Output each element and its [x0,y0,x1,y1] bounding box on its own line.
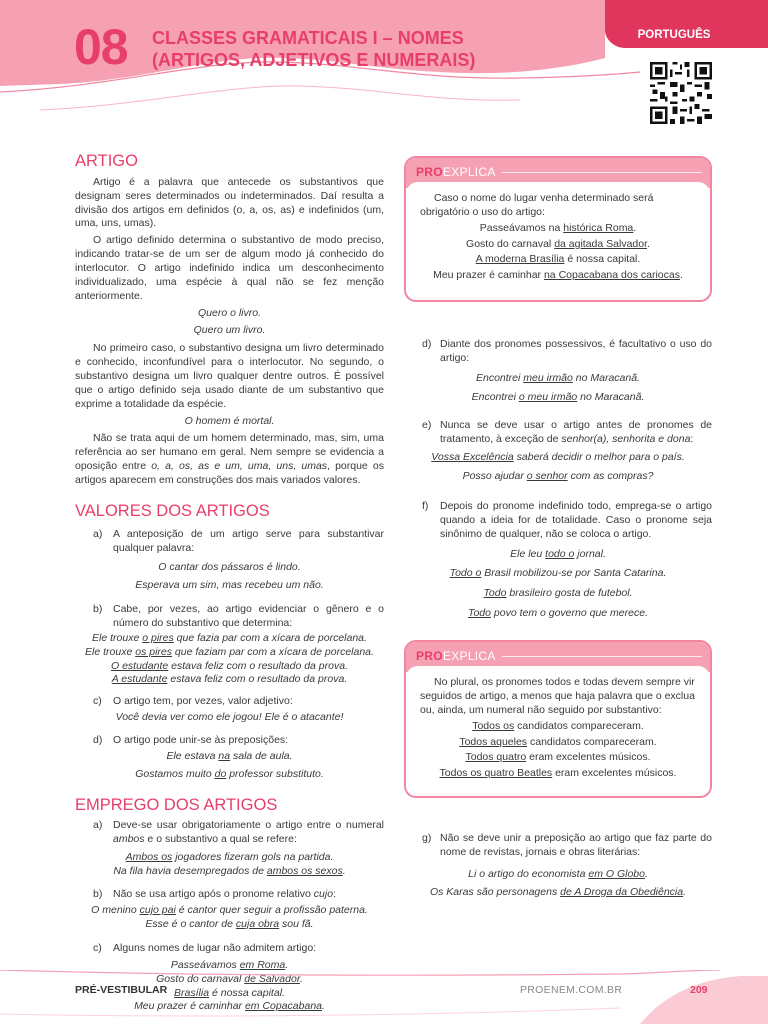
chapter-title [152,28,475,72]
list-item-d [75,734,384,748]
section-heading-valores: VALORES DOS ARTIGOS [75,501,270,520]
item-label: f) [422,500,429,512]
paragraph: Artigo é a palavra que antecede os substantivos que designam seres determinados ou indeterminados. Daí resulta a divisão dos artigos em definidos (o, a, os, as) e indefinidos (um, uma, uns, umas). [75,175,384,230]
proexplica-body [406,182,710,295]
item-label: d) [93,734,103,747]
item-text: Deve-se usar obrigatoriamente o artigo entre o numeral ambos e o substantivo a qual se refere: [113,819,384,846]
examples [75,904,384,931]
right-column [404,156,712,901]
item-text: A anteposição de um artigo serve para substantivar qualquer palavra: [113,527,384,554]
item-text: Não se deve unir a preposição ao artigo que faz parte do nome de revistas, jornais e obras literárias: [440,832,712,858]
example: Meu prazer é caminhar na Copacabana dos cariocas. [433,269,683,282]
example: Ambos os jogadores fizeram gols na partida. [125,851,334,864]
example: Encontrei meu irmão no Maracanã. [475,371,640,384]
item-label: b) [93,602,103,615]
box-text: No plural, os pronomes todos e todas devem sempre vir seguidos de artigo, a menos que haja palavra que o exclua ou, ainda, um numeral não seguido por substantivo: [420,676,695,716]
item-label: g) [422,832,432,845]
example: Esperava um sim, mas recebeu um não. [135,579,324,591]
example: O menino cujo pai é cantor quer seguir a profissão paterna. [91,904,368,917]
chapter-title-line2: (ARTIGOS, ADJETIVOS E NUMERAIS) [152,49,476,70]
example: Ele trouxe o pires que fazia par com a xícara de porcelana. [92,632,367,645]
example: Vossa Excelência saberá decidir o melhor para o país. [431,450,685,463]
header-divider [502,172,702,173]
list-item-f [404,500,712,542]
item-text: Depois do pronome indefinido todo, emprega-se o artigo quando a ideia for de totalidade. Caso o pronome seja sinônimo de qualquer, não se coloca o artigo. [440,500,712,540]
item-text: Nunca se deve usar o artigo antes de pronomes de tratamento, à exceção de senhor(a), senhorita e dona: [440,419,712,445]
example: Todo o Brasil mobilizou-se por Santa Catarina. [449,567,667,580]
item-text: Cabe, por vezes, ao artigo evidenciar o gênero e o número do substantivo que determina: [113,602,384,629]
page-number: 209 [690,984,708,996]
paragraph: O artigo definido determina o substantivo de modo preciso, indicando tratar-se de um ser de algum modo já conhecido do interlocutor. O artigo indefinido indica um desconhecimento individualizado, uma espécie à qual não se fez menção anteriormente. [75,234,384,302]
item-text: Diante dos pronomes possessivos, é facultativo o uso do artigo: [440,338,712,364]
examples [75,750,384,781]
example: Gosto do carnaval da agitada Salvador. [466,237,650,250]
example: Todo povo tem o governo que merece. [468,606,648,619]
proexplica-box [404,156,712,302]
item-label: c) [93,694,102,707]
example: Gosto do carnaval de Salvador. [156,973,303,985]
example: Encontrei o meu irmão no Maracanã. [471,391,645,404]
proexplica-tag: PROEXPLICA [416,165,496,179]
item-label: c) [93,941,102,954]
examples [75,851,384,878]
list-item-b [75,888,384,902]
list-item-a [75,528,384,556]
example: A estudante estava feliz com o resultado da prova. [111,673,348,686]
example: Quero um livro. [193,324,266,337]
list-item-e [404,419,712,447]
examples [404,868,712,899]
footer-course-label: PRÉ-VESTIBULAR [75,984,168,996]
item-label: e) [422,419,432,431]
example: Gostamos muito do professor substituto. [135,767,324,780]
item-label: a) [93,527,103,540]
text: Não se trata aqui de um homem determinado, mas, sim, uma referência ao ser humano em geral. Nem sempre se evidencia a oposição entre [75,432,384,473]
example: Todos os quatro Beatles eram excelentes músicos. [439,767,677,780]
examples [75,561,384,592]
section-heading-artigo: ARTIGO [75,152,138,170]
item-text: Não se usa artigo após o pronome relativo cujo: [113,888,336,901]
header-divider [502,656,702,657]
paragraph [75,432,384,487]
list-item-d [404,338,712,366]
page-header [0,0,768,140]
item-text: O artigo tem, por vezes, valor adjetivo: [113,694,293,707]
example: Os Karas são personagens de A Droga da Obediência. [429,885,687,898]
paragraph: No primeiro caso, o substantivo designa um livro determinado e conhecido, inconfundível para o interlocutor. No segundo, o substantivo designa um livro qualquer dentre outros. É possível que o artigo definido seja usado diante de um substantivo que exprime a totalidade da espécie. [75,342,384,410]
example: Passeávamos na histórica Roma. [479,221,637,234]
example: Meu prazer é caminhar em Copacabana. [134,1000,325,1013]
example: Ele estava na sala de aula. [166,750,293,763]
example: Todos quatro eram excelentes músicos. [465,751,651,764]
item-text: O artigo pode unir-se às preposições: [113,734,289,747]
proexplica-box [404,640,712,798]
example: Quero o livro. [197,306,262,319]
example: O cantar dos pássaros é lindo. [158,561,301,574]
item-label: b) [93,888,103,901]
chapter-title-line1: CLASSES GRAMATICAIS I – NOMES [152,28,464,48]
examples [404,548,712,621]
list-item-c [75,942,384,956]
examples [404,372,712,405]
example: O homem é mortal. [184,414,275,427]
example: Ele leu todo o jornal. [510,547,606,560]
proexplica-body [406,666,710,793]
item-label: a) [93,819,103,832]
example: A moderna Brasília é nossa capital. [475,253,641,266]
example: Você devia ver como ele jogou! Ele é o atacante! [115,710,344,723]
example: Brasília é nossa capital. [174,986,285,999]
example: Na fila havia desempregados de ambos os sexos. [113,864,346,877]
example: Todos aqueles candidatos compareceram. [459,735,657,748]
example: Todo brasileiro gosta de futebol. [483,586,633,599]
example: O estudante estava feliz com o resultado da prova. [111,659,348,672]
item-text: Alguns nomes de lugar não admitem artigo: [113,941,317,954]
footer-site-link[interactable]: PROENEM.COM.BR [520,984,623,996]
chapter-number: 08 [74,19,128,75]
item-label: d) [422,338,432,350]
example: Posso ajudar o senhor com as compras? [462,470,654,483]
list-item-b [75,603,384,631]
list-item-g [404,832,712,860]
example: Li o artigo do economista em O Globo. [468,867,648,880]
example: Passeávamos em Roma. [170,959,289,972]
text-italic: o, a, os, as e um, uma, uns, umas [151,460,328,473]
example: Ele trouxe os pires que faziam par com a xícara de porcelana. [85,646,374,658]
examples [75,632,384,687]
subject-label: PORTUGUÊS [637,29,711,41]
example: Todos os candidatos compareceram. [472,719,644,732]
examples [404,451,712,484]
list-item-a [75,819,384,847]
section-heading-emprego: EMPREGO DOS ARTIGOS [75,795,278,814]
proexplica-tag: PROEXPLICA [416,649,496,664]
qr-code[interactable] [650,62,712,124]
list-item-c [75,695,384,709]
box-text: Caso o nome do lugar venha determinado será obrigatório o uso do artigo: [420,192,654,218]
examples [75,711,384,725]
example: Esse é o cantor de cuja obra sou fã. [145,917,314,930]
left-column [75,152,384,1016]
text: , porque os artigos aparecem em construções dos mais variados valores. [75,460,384,486]
